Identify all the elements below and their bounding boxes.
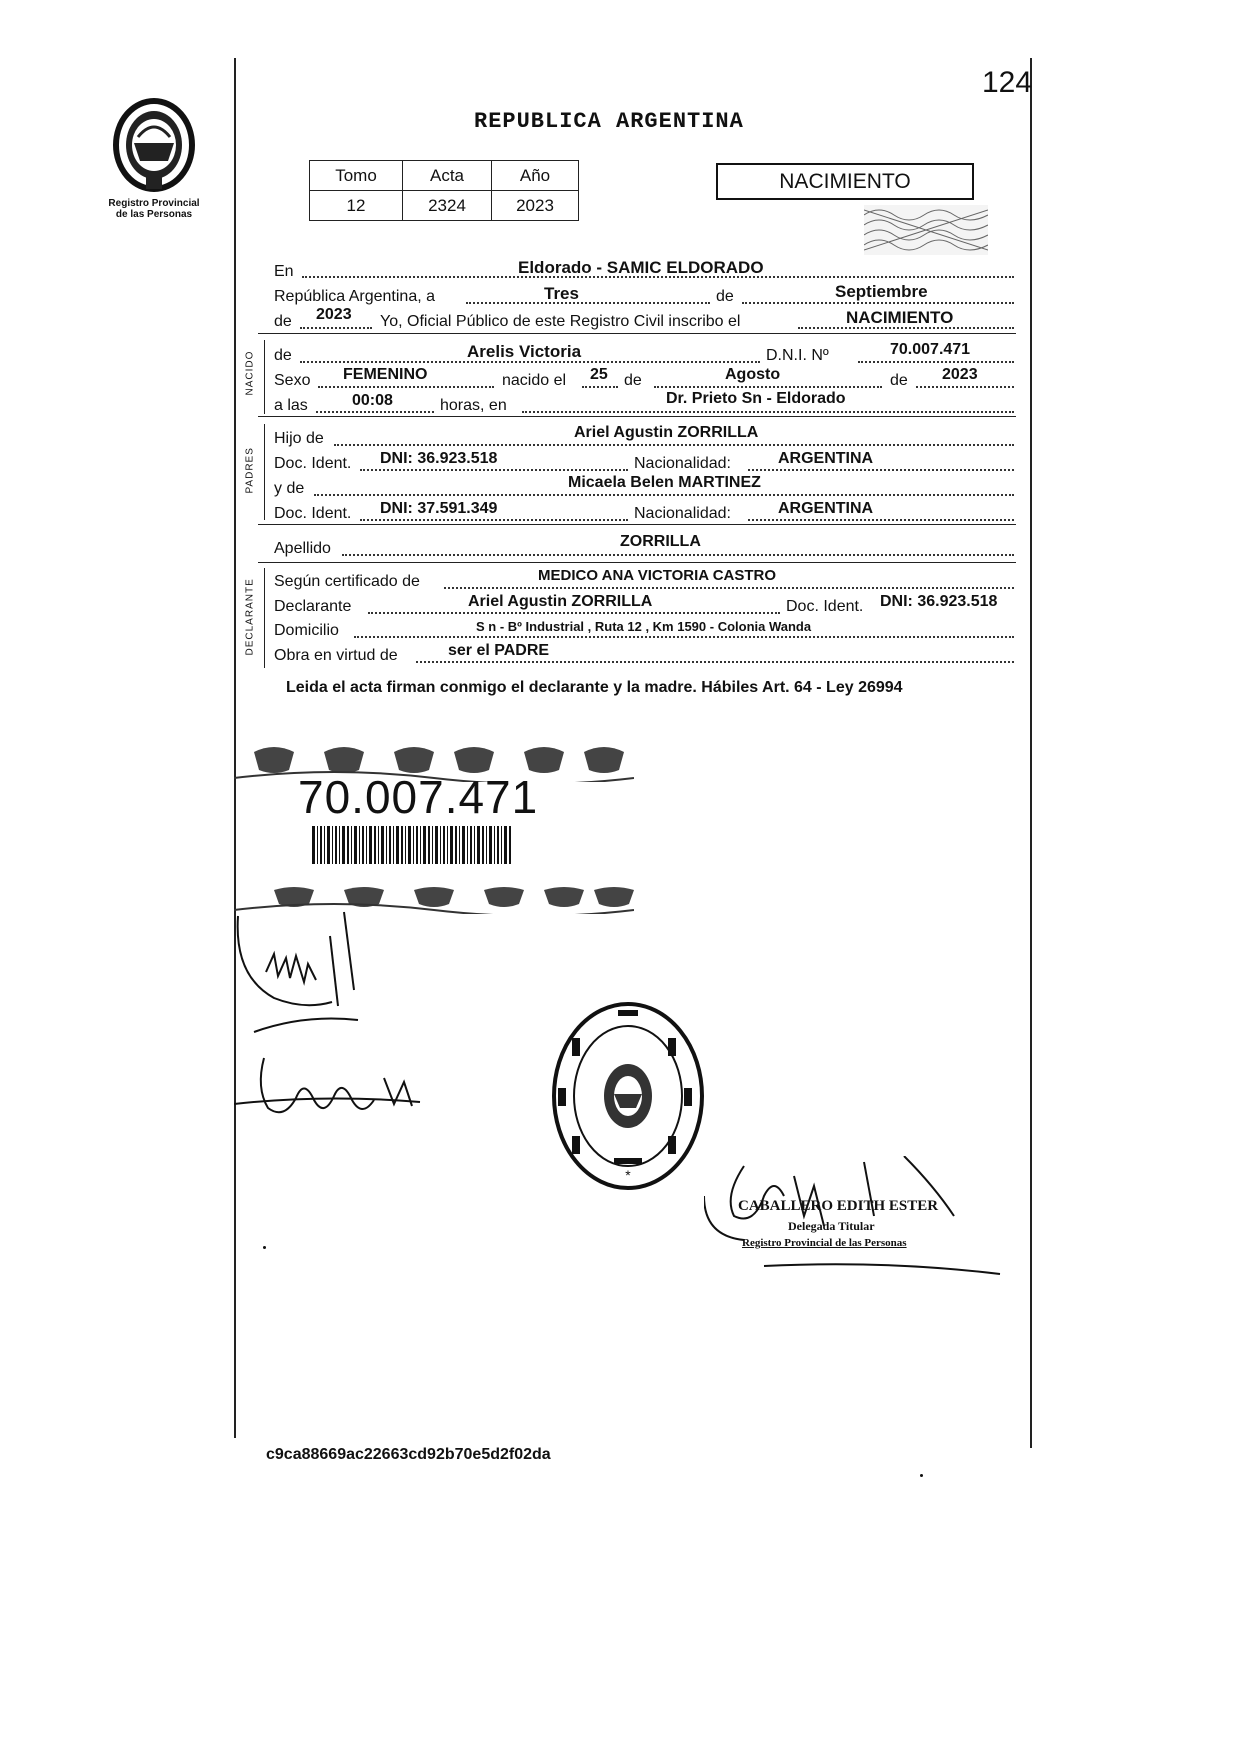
record-header-tomo: Tomo (310, 161, 403, 191)
father-nac-line (748, 469, 1014, 471)
footprint-number: 70.007.471 (298, 771, 539, 823)
birth-time: 00:08 (352, 392, 393, 409)
mother-doc-label: Doc. Ident. (274, 505, 352, 522)
birth-year-line (916, 386, 1014, 388)
father-nationality: ARGENTINA (778, 450, 874, 467)
declarante-section-label: DECLARANTE (244, 578, 256, 656)
declarante-bracket (264, 568, 265, 668)
dot-mark-2 (920, 1474, 923, 1477)
mother-name: Micaela Belen MARTINEZ (568, 474, 761, 491)
record-type-box (716, 163, 974, 200)
dom-label: Domicilio (274, 622, 339, 639)
section-divider-3 (258, 524, 1016, 525)
de-label-2: de (274, 313, 292, 330)
obra-value: ser el PADRE (448, 642, 550, 659)
year-value: 2023 (316, 306, 352, 323)
child-name: Arelis Victoria (467, 342, 582, 361)
year-line (300, 327, 372, 329)
birth-day: 25 (590, 366, 608, 383)
apellido-line (342, 554, 1014, 556)
decl-doc: DNI: 36.923.518 (880, 593, 998, 610)
padres-bracket (264, 424, 265, 520)
dni-label: D.N.I. Nº (766, 347, 829, 364)
record-value-anio: 2023 (492, 191, 579, 221)
father-doc-line (360, 469, 628, 471)
province-seal (108, 97, 200, 197)
apellido-label: Apellido (274, 540, 331, 557)
father-name: Ariel Agustin ZORRILLA (574, 424, 759, 441)
section-divider-4 (258, 562, 1016, 563)
birth-month: Agosto (725, 366, 781, 383)
record-value-acta: 2324 (403, 191, 492, 221)
day-line (466, 302, 710, 304)
en-label: En (274, 263, 294, 280)
de-label-1: de (716, 288, 734, 305)
registry-label (92, 198, 216, 220)
nacido-section-label: NACIDO (244, 350, 256, 396)
birth-place-line (522, 411, 1014, 413)
closing-text: Leida el acta firman conmigo el declarante y la madre. Hábiles Art. 64 - Ley 26994 (286, 679, 903, 696)
section-divider-1 (258, 333, 1016, 334)
decl-value: Ariel Agustin ZORRILLA (468, 593, 653, 610)
registry-line-2: de las Personas (115, 209, 193, 220)
mother-line (314, 494, 1014, 496)
record-value-tomo: 12 (310, 191, 403, 221)
country-title: REPUBLICA ARGENTINA (474, 109, 744, 134)
birth-year: 2023 (942, 366, 978, 383)
record-header-acta: Acta (403, 161, 492, 191)
month-value: Septiembre (835, 282, 928, 301)
father-line (334, 444, 1014, 446)
dom-line (354, 636, 1014, 638)
sexo-line (318, 386, 494, 388)
document-hash: c9ca88669ac22663cd92b70e5d2f02da (266, 1446, 551, 1463)
page-number: 124 (982, 66, 1033, 99)
time-line (316, 411, 434, 413)
svg-text:*: * (625, 1167, 631, 1183)
record-table (309, 160, 579, 221)
dom-value: S n - Bº Industrial , Ruta 12 , Km 1590 - Colonia Wanda (476, 619, 812, 634)
declarant-signature (234, 906, 374, 1036)
father-doc-label: Doc. Ident. (274, 455, 352, 472)
mother-nac-label: Nacionalidad: (634, 505, 731, 522)
decl-label: Declarante (274, 598, 352, 615)
right-margin-line (1030, 58, 1032, 1448)
security-hologram (864, 205, 988, 255)
mother-nac-line (748, 519, 1014, 521)
record-type: NACIMIENTO (779, 170, 911, 193)
decl-line (368, 612, 780, 614)
apellido-value: ZORRILLA (620, 533, 701, 550)
place-value: Eldorado - SAMIC ELDORADO (518, 258, 764, 277)
nacido-de-label: de (274, 347, 292, 364)
mother-doc-line (360, 519, 628, 521)
hijo-de-label: Hijo de (274, 430, 324, 447)
decl-doc-label: Doc. Ident. (786, 598, 864, 615)
dni-line (858, 361, 1014, 363)
cert-line (444, 587, 1014, 589)
section-divider-2 (258, 416, 1016, 417)
dot-mark-1 (263, 1246, 266, 1249)
child-dni: 70.007.471 (890, 341, 971, 358)
father-nac-label: Nacionalidad: (634, 455, 731, 472)
mother-signature (234, 1048, 434, 1128)
official-signature (704, 1156, 1004, 1276)
footprint-barcode (312, 826, 512, 864)
horas-label: horas, en (440, 397, 507, 414)
cert-value: MEDICO ANA VICTORIA CASTRO (538, 567, 777, 584)
registry-line-1: Registro Provincial (108, 198, 200, 209)
official-stamp-title: Delegada Titular (788, 1219, 875, 1233)
sexo-label: Sexo (274, 372, 311, 389)
mother-nationality: ARGENTINA (778, 500, 874, 517)
birth-de-label-2: de (890, 372, 908, 389)
day-value: Tres (544, 284, 579, 303)
y-de-label: y de (274, 480, 305, 497)
birth-de-label: de (624, 372, 642, 389)
obra-line (416, 661, 1014, 663)
record-header-anio: Año (492, 161, 579, 191)
child-sex: FEMENINO (343, 366, 428, 383)
month-line (742, 302, 1014, 304)
official-stamp-org: Registro Provincial de las Personas (742, 1237, 907, 1249)
a-las-label: a las (274, 397, 308, 414)
padres-section-label: PADRES (244, 447, 256, 494)
inscribe-value: NACIMIENTO (846, 308, 954, 327)
nacido-bracket (264, 340, 265, 414)
birth-day-line (582, 386, 618, 388)
mother-doc: DNI: 37.591.349 (380, 500, 498, 517)
official-stamp-name: CABALLERO EDITH ESTER (738, 1198, 939, 1214)
nacido-el-label: nacido el (502, 372, 567, 389)
birth-place: Dr. Prieto Sn - Eldorado (666, 390, 846, 407)
republic-label: República Argentina, a (274, 288, 435, 305)
inscribe-text: Yo, Oficial Público de este Registro Civil inscribo el (380, 313, 741, 330)
cert-label: Según certificado de (274, 573, 420, 590)
official-seal (548, 998, 708, 1194)
obra-label: Obra en virtud de (274, 647, 398, 664)
father-doc: DNI: 36.923.518 (380, 450, 498, 467)
birth-month-line (654, 386, 882, 388)
